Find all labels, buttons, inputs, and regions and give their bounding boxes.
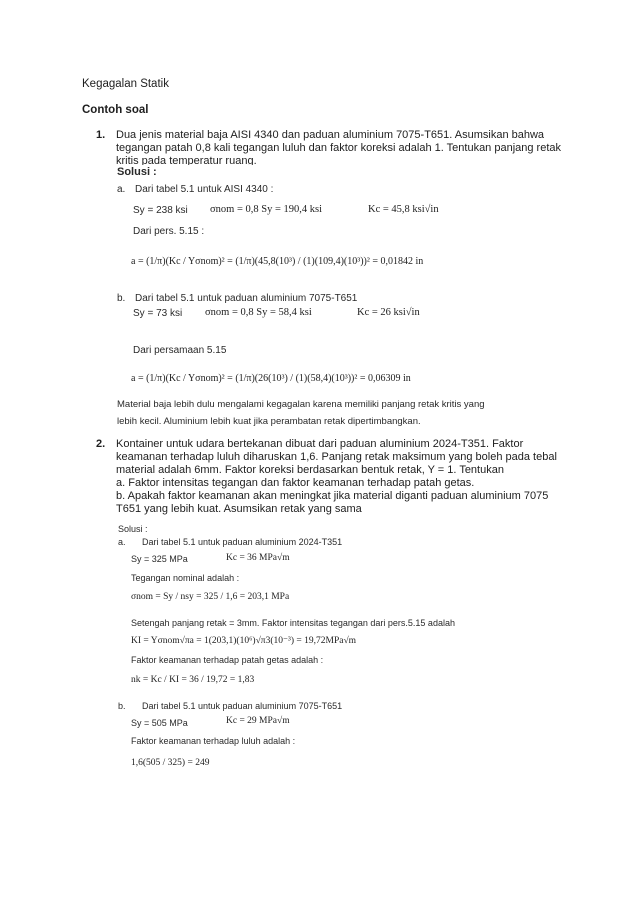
solution-2a-toughness: Kc = 36 MPa√m <box>226 553 290 563</box>
solution-1-heading: Solusi : <box>117 166 157 178</box>
problem-2-line-1: Kontainer untuk udara bertekanan dibuat dari paduan aluminium 2024-T351. Faktor <box>116 438 524 450</box>
solution-1b-equation: a = (1/π)(Kc / Yσnom)² = (1/π)(26(10³) / (1)(58,4)(10³))² = 0,06309 in <box>131 373 411 384</box>
solution-2b-label: b. <box>118 701 126 711</box>
solution-1b-toughness: Kc = 26 ksi√in <box>357 307 420 318</box>
solution-2a-nominal-text: Tegangan nominal adalah : <box>131 573 240 583</box>
solution-1b-label: b. <box>117 293 126 304</box>
solution-1a-nominal-stress: σnom = 0,8 Sy = 190,4 ksi <box>210 204 323 215</box>
solution-1b-title: Dari tabel 5.1 untuk paduan aluminium 7075-T651 <box>135 293 358 304</box>
problem-2-line-6: T651 yang lebih kuat. Asumsikan retak yang sama <box>116 503 362 515</box>
page-title: Kegagalan Statik <box>82 78 169 90</box>
solution-1a-toughness: Kc = 45,8 ksi√in <box>368 204 439 215</box>
solution-1a-reference: Dari pers. 5.15 : <box>133 226 205 237</box>
problem-1-number: 1. <box>96 129 106 141</box>
solution-2a-title: Dari tabel 5.1 untuk paduan aluminium 2024-T351 <box>142 537 343 547</box>
solution-2a-safety-text: Faktor keamanan terhadap patah getas adalah : <box>131 655 324 665</box>
solution-2a-nominal-equation: σnom = Sy / nsy = 325 / 1,6 = 203,1 MPa <box>131 592 290 602</box>
solution-2a-safety-equation: nk = Kc / KI = 36 / 19,72 = 1,83 <box>131 675 255 685</box>
solution-2b-toughness: Kc = 29 MPa√m <box>226 716 290 726</box>
solution-1a-label: a. <box>117 184 126 195</box>
problem-2-line-3: material adalah 6mm. Faktor koreksi berdasarkan bentuk retak, Y = 1. Tentukan <box>116 464 504 476</box>
problem-2-number: 2. <box>96 438 106 450</box>
solution-2a-intensity-equation: KI = Yσnom√πa = 1(203,1)(10⁶)√π3(10⁻³) = 19,72MPa√m <box>131 636 357 646</box>
solution-2b-title: Dari tabel 5.1 untuk paduan aluminium 7075-T651 <box>142 701 343 711</box>
solution-1b-reference: Dari persamaan 5.15 <box>133 345 227 356</box>
problem-2-line-4: a. Faktor intensitas tegangan dan faktor keamanan terhadap patah getas. <box>116 477 475 489</box>
solution-2b-equation: 1,6(505 / 325) = 249 <box>131 758 210 768</box>
solution-2-heading: Solusi : <box>118 524 148 534</box>
solution-2b-safety-text: Faktor keamanan terhadap luluh adalah : <box>131 736 296 746</box>
problem-2-line-2: keamanan terhadap luluh diharuskan 1,6. Panjang retak maksimum yang boleh pada tebal <box>116 451 557 463</box>
solution-2a-yield-strength: Sy = 325 MPa <box>131 554 188 564</box>
solution-1a-title: Dari tabel 5.1 untuk AISI 4340 : <box>135 184 274 195</box>
problem-1-line-3: kritis pada temperatur ruang. <box>116 155 257 165</box>
problem-1-line-2: tegangan patah 0,8 kali tegangan luluh dan faktor koreksi adalah 1. Tentukan panjang retak <box>116 142 562 154</box>
solution-1-conclusion-1: Material baja lebih dulu mengalami kegagalan karena memiliki panjang retak kritis yang <box>117 399 485 410</box>
solution-1b-nominal-stress: σnom = 0,8 Sy = 58,4 ksi <box>205 307 312 318</box>
section-heading: Contoh soal <box>82 104 149 116</box>
solution-1b-yield-strength: Sy = 73 ksi <box>133 308 183 319</box>
solution-2a-label: a. <box>118 537 126 547</box>
problem-2-line-5: b. Apakah faktor keamanan akan meningkat jika material diganti paduan aluminium 7075 <box>116 490 549 502</box>
solution-2b-yield-strength: Sy = 505 MPa <box>131 718 188 728</box>
solution-1-conclusion-2: lebih kecil. Aluminium lebih kuat jika perambatan retak dipertimbangkan. <box>117 416 421 427</box>
solution-1a-equation: a = (1/π)(Kc / Yσnom)² = (1/π)(45,8(10³) / (1)(109,4)(10³))² = 0,01842 in <box>131 256 424 267</box>
solution-2a-crack-text: Setengah panjang retak = 3mm. Faktor intensitas tegangan dari pers.5.15 adalah <box>131 618 455 628</box>
problem-1-line-1: Dua jenis material baja AISI 4340 dan paduan aluminium 7075-T651. Asumsikan bahwa <box>116 129 545 141</box>
solution-1a-yield-strength: Sy = 238 ksi <box>133 205 188 216</box>
